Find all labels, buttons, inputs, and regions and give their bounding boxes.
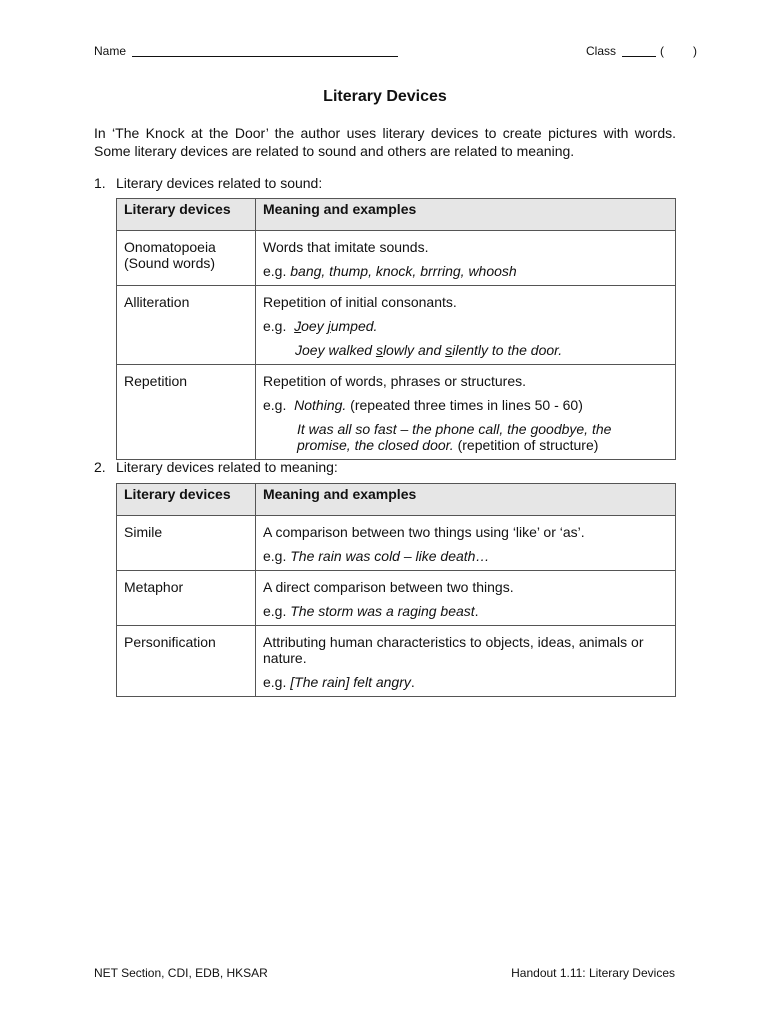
meaning-text: Repetition of initial consonants. bbox=[263, 294, 457, 310]
example-line: e.g. Joey jumped. bbox=[263, 318, 378, 334]
table-header-row bbox=[117, 199, 676, 231]
class-number-open-paren: ( bbox=[660, 44, 664, 58]
class-number-close-paren: ) bbox=[693, 44, 697, 58]
table-row bbox=[117, 516, 676, 571]
table-row bbox=[117, 571, 676, 626]
table-row bbox=[117, 231, 676, 286]
section2-heading-text: Literary devices related to meaning: bbox=[116, 459, 338, 475]
example-line: e.g. Nothing. (repeated three times in lines 50 - 60) bbox=[263, 397, 583, 413]
device-cell: Alliteration bbox=[117, 286, 256, 365]
device-cell: Metaphor bbox=[117, 571, 256, 626]
sound-devices-table bbox=[116, 198, 676, 460]
footer-source: NET Section, CDI, EDB, HKSAR bbox=[94, 966, 268, 980]
column-header-meaning: Meaning and examples bbox=[256, 484, 676, 516]
table-row bbox=[117, 365, 676, 460]
example-line: e.g. [The rain] felt angry. bbox=[263, 674, 415, 690]
class-blank-line bbox=[622, 56, 656, 57]
column-header-devices: Literary devices bbox=[117, 484, 256, 516]
meaning-text: A comparison between two things using ‘like’ or ‘as’. bbox=[263, 524, 585, 540]
meaning-devices-table bbox=[116, 483, 676, 697]
section1-number: 1. bbox=[94, 175, 106, 191]
footer-handout-id: Handout 1.11: Literary Devices bbox=[511, 966, 675, 980]
column-header-meaning: Meaning and examples bbox=[256, 199, 676, 231]
meaning-cell bbox=[256, 286, 676, 365]
class-label: Class bbox=[586, 44, 617, 58]
device-cell: Personification bbox=[117, 626, 256, 697]
device-cell: Repetition bbox=[117, 365, 256, 460]
meaning-text: Words that imitate sounds. bbox=[263, 239, 429, 255]
example-line: e.g. The rain was cold – like death… bbox=[263, 548, 490, 564]
section2-heading bbox=[94, 459, 338, 475]
table-header-row bbox=[117, 484, 676, 516]
meaning-text: Attributing human characteristics to objects, ideas, animals or nature. bbox=[263, 634, 644, 666]
column-header-devices: Literary devices bbox=[117, 199, 256, 231]
device-cell: Simile bbox=[117, 516, 256, 571]
example-line: Joey walked slowly and silently to the door. bbox=[295, 342, 563, 358]
name-label: Name bbox=[94, 44, 127, 58]
meaning-cell bbox=[256, 626, 676, 697]
meaning-cell bbox=[256, 571, 676, 626]
example-line: e.g. The storm was a raging beast. bbox=[263, 603, 479, 619]
example-line: It was all so fast – the phone call, the goodbye, the promise, the closed door. (repetition of structure) bbox=[297, 421, 612, 453]
name-blank-line bbox=[132, 56, 398, 57]
meaning-text: Repetition of words, phrases or structures. bbox=[263, 373, 527, 389]
meaning-cell bbox=[256, 231, 676, 286]
header-row bbox=[94, 44, 700, 60]
example-line: e.g. bang, thump, knock, brrring, whoosh bbox=[263, 263, 517, 279]
intro-paragraph: In ‘The Knock at the Door’ the author uses literary devices to create pictures with words. Some literary devices are related to sound and others are related to meaning. bbox=[94, 125, 676, 159]
meaning-cell bbox=[256, 365, 676, 460]
meaning-text: A direct comparison between two things. bbox=[263, 579, 514, 595]
table-row bbox=[117, 286, 676, 365]
page-title: Literary Devices bbox=[323, 88, 447, 105]
section1-heading bbox=[94, 175, 322, 191]
section2-number: 2. bbox=[94, 459, 106, 475]
device-cell: Onomatopoeia (Sound words) bbox=[117, 231, 256, 286]
meaning-cell bbox=[256, 516, 676, 571]
table-row bbox=[117, 626, 676, 697]
section1-heading-text: Literary devices related to sound: bbox=[116, 175, 323, 191]
